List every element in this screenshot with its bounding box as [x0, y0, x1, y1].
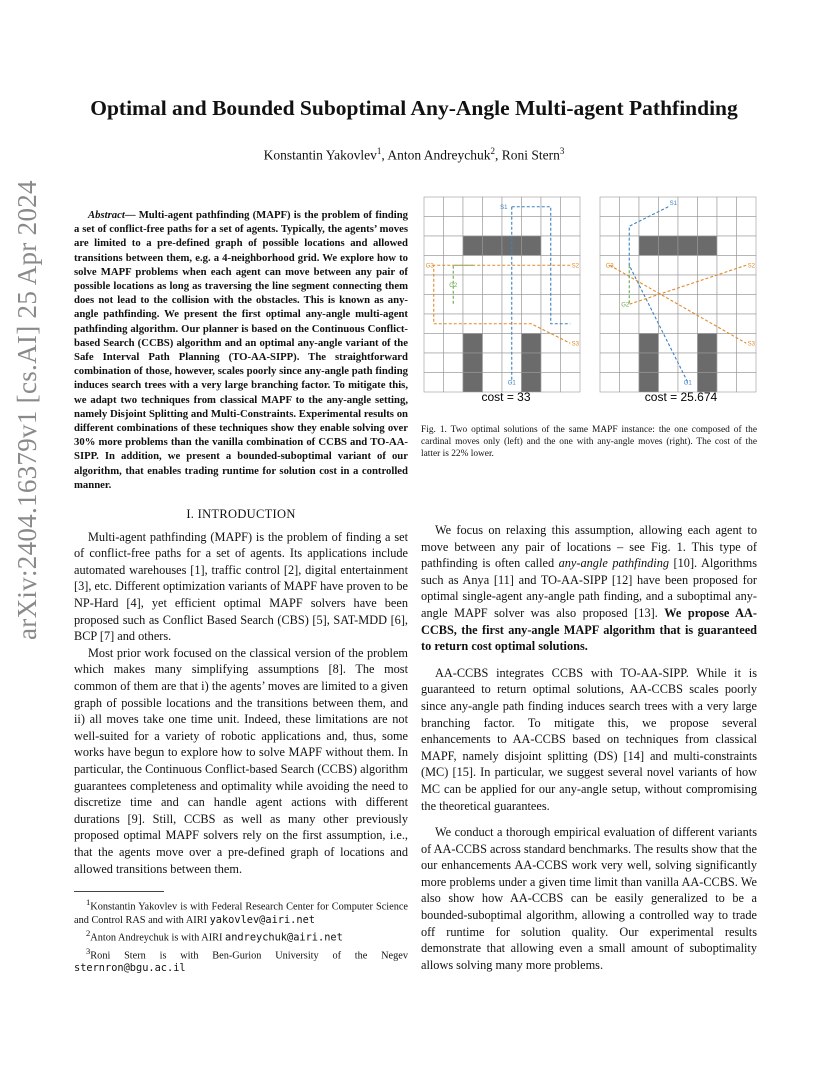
grid-cell: [659, 217, 679, 237]
grid-cell: [717, 295, 737, 315]
grid-cell: [659, 295, 679, 315]
grid-cell: [561, 373, 581, 393]
grid-cell: [717, 373, 737, 393]
footnote-mark: 2: [86, 927, 91, 938]
obstacle-cell: [463, 334, 483, 354]
obstacle-cell: [522, 236, 542, 256]
grid-cell: [717, 275, 737, 295]
grid-cell: [639, 256, 659, 276]
grid-cell: [639, 197, 659, 217]
right-column-body: [421, 522, 757, 973]
grid-cell: [424, 353, 444, 373]
grid-cell: [483, 217, 503, 237]
grid-cell: [600, 373, 620, 393]
grid-cell: [463, 275, 483, 295]
obstacle-cell: [659, 236, 679, 256]
obstacle-cell: [698, 353, 718, 373]
footnote-mark: 1: [86, 897, 91, 908]
obstacle-cell: [463, 373, 483, 393]
grid-cell: [424, 334, 444, 354]
author-affil: 1: [376, 146, 382, 156]
footnote-email[interactable]: sternron@bgu.ac.il: [74, 962, 186, 975]
goal-label: G2: [449, 282, 458, 289]
obstacle-cell: [698, 236, 718, 256]
grid-cell: [737, 197, 757, 217]
obstacle-cell: [522, 334, 542, 354]
author-name: Anton Andreychuk: [387, 147, 491, 163]
grid-cell: [600, 275, 620, 295]
section-heading: I. INTRODUCTION: [186, 507, 296, 522]
obstacle-cell: [639, 353, 659, 373]
grid-cell: [737, 236, 757, 256]
grid-cell: [678, 334, 698, 354]
author-name: Konstantin Yakovlev: [263, 147, 377, 163]
footnotes: [74, 896, 408, 975]
footnote-text: Anton Andreychuk is with AIRI: [90, 932, 226, 944]
grid-cell: [678, 314, 698, 334]
grid-cell: [659, 353, 679, 373]
grid-cell: [678, 353, 698, 373]
figure-caption: Fig. 1. Two optimal solutions of the same MAPF instance: the one composed of the cardinal moves only (left) and the one with any-angle moves (right). The cost of the latter is 22% lower.: [421, 425, 757, 460]
grid-cell: [483, 334, 503, 354]
grid-cell: [561, 295, 581, 315]
grid-cell: [737, 275, 757, 295]
grid-cell: [678, 256, 698, 276]
paragraph: Most prior work focused on the classical version of the problem which makes many simplifying assumptions [8]. The most common of them are that i) the agents’ moves are limited to a given graph of possible locations and the transitions between them, and ii) all moves take one time unit. Indeed, these limitations are not well-suited for a variety of robotic applications and, thus, some works have begun to explore how to solve MAPF without them. In particular, the Continuous Conflict-based Search (CCBS) algorithm guarantees completeness and optimality while avoiding the need to discretize time and can handle agent actions with different durations [9]. Still, CCBS as well as many other previously proposed optimal MAPF solvers rely on the first assumption, i.e., that the agents move over a pre-defined graph of locations and allowed transitions between them.: [74, 645, 408, 876]
grid-cell: [561, 217, 581, 237]
obstacle-cell: [463, 353, 483, 373]
author-affil: 2: [490, 146, 495, 156]
grid-cell: [561, 197, 581, 217]
obstacle-cell: [639, 334, 659, 354]
grid-cell: [659, 334, 679, 354]
start-label: S1: [669, 200, 677, 207]
obstacle-cell: [639, 236, 659, 256]
grid-cell: [522, 217, 542, 237]
grid-cell: [620, 197, 640, 217]
grid-cell: [600, 334, 620, 354]
author-line: Konstantin Yakovlev$^1$, Anton Andreychuk$^2$, Roni Stern$^3$: [263, 146, 565, 163]
author-name: Roni Stern: [501, 147, 560, 163]
obstacle-cell: [483, 236, 503, 256]
grid-cell: [444, 334, 464, 354]
grid-cell: [737, 295, 757, 315]
footnote-rule: [74, 891, 164, 892]
paragraph: Multi-agent pathfinding (MAPF) is the problem of finding a set of conflict-free paths for a set of agents. Its applications include automated warehouses [1], traffic control [2], digital entertainment [3], etc. Different optimization variants of MAPF have proven to be NP-Hard [4], yet efficient optimal MAPF solvers have been proposed such as Conflict Based Search (CBS) [5], SAT-MDD [6], BCP [7] and others.: [74, 529, 408, 644]
grid-cell: [737, 373, 757, 393]
left-grid: [424, 197, 580, 392]
paper-title: Optimal and Bounded Suboptimal Any-Angle Multi-agent Pathfinding: [90, 96, 738, 120]
obstacle-cell: [522, 353, 542, 373]
goal-label: G1: [683, 380, 692, 387]
footnote-email[interactable]: andreychuk@airi.net: [225, 931, 343, 944]
grid-cell: [444, 197, 464, 217]
obstacle-cell: [678, 236, 698, 256]
footnote-mark: 3: [86, 945, 91, 956]
grid-cell: [620, 314, 640, 334]
grid-cell: [463, 197, 483, 217]
grid-cell: [717, 353, 737, 373]
grid-cell: [698, 197, 718, 217]
goal-label: G2: [621, 302, 630, 309]
grid-cell: [444, 217, 464, 237]
grid-cell: [698, 295, 718, 315]
figure-1: [420, 192, 760, 412]
start-label: S3: [571, 341, 579, 348]
grid-cell: [424, 373, 444, 393]
right-grid: [600, 197, 756, 392]
grid-cell: [678, 295, 698, 315]
right-column: [421, 424, 757, 461]
grid-cell: [600, 217, 620, 237]
paragraph: We conduct a thorough empirical evaluation of different variants of AA-CCBS across standard benchmarks. The results show that the our enhancements AA-CCBS work very well, solving significantly more problems under a given time limit than vanilla AA-CCBS. We also show how AA-CCBS can be easily generalized to be a bounded-suboptimal algorithm, allowing a controlled way to trade off runtime for solution quality. Our experimental results demonstrate that allowing even a small amount of suboptimality allows solving many more problems.: [421, 825, 757, 972]
left-cost-label: cost = 33: [481, 390, 531, 404]
grid-cell: [639, 217, 659, 237]
grid-cell: [561, 353, 581, 373]
grid-cell: [424, 217, 444, 237]
goal-label: G3: [425, 263, 434, 270]
grid-cell: [600, 295, 620, 315]
grid-cell: [717, 197, 737, 217]
grid-cell: [620, 334, 640, 354]
start-label: S2: [747, 263, 755, 270]
grid-cell: [737, 353, 757, 373]
left-column: [74, 208, 408, 975]
start-label: S3: [747, 341, 755, 348]
grid-cell: [717, 236, 737, 256]
grid-cell: [463, 295, 483, 315]
obstacle-cell: [698, 334, 718, 354]
grid-cell: [522, 295, 542, 315]
grid-cell: [444, 373, 464, 393]
grid-cell: [600, 236, 620, 256]
abstract-label: Abstract: [88, 209, 125, 221]
goal-label: G3: [605, 263, 614, 270]
grid-cell: [737, 314, 757, 334]
grid-cell: [600, 353, 620, 373]
right-cost-label: cost = 25.674: [644, 390, 718, 404]
grid-cell: [541, 353, 561, 373]
grid-cell: [483, 353, 503, 373]
grid-cell: [698, 217, 718, 237]
grid-cell: [698, 314, 718, 334]
grid-cell: [698, 256, 718, 276]
grid-cell: [600, 314, 620, 334]
grid-cell: [561, 275, 581, 295]
paragraph: We focus on relaxing this assumption, allowing each agent to move between any pair of locations – see Fig. 1. This type of pathfinding is often called any-angle pathfinding [10]. Algorithms such as Anya [11] and TO-AA-SIPP [12] have been proposed for optimal single-agent any-angle path finding, and a suboptimal any-angle MAPF solver was also proposed [13]. We propose AA-CCBS, the first any-angle MAPF algorithm that is guaranteed to return cost optimal solutions.: [421, 523, 757, 654]
grid-cell: [659, 256, 679, 276]
grid-cell: [737, 217, 757, 237]
footnote-text: Roni Stern is with Ben-Gurion University of the Negev: [90, 950, 408, 961]
author-affil: 3: [559, 146, 565, 156]
grid-cell: [678, 197, 698, 217]
grid-cell: [561, 236, 581, 256]
grid-cell: [444, 236, 464, 256]
footnote-text: Konstantin Yakovlev is with Federal Research Center for Computer Science and Control RAS and with AIRI: [74, 901, 408, 926]
grid-cell: [483, 295, 503, 315]
arxiv-stamp: arXiv:2404.16379v1 [cs.AI] 25 Apr 2024: [12, 180, 42, 640]
grid-cell: [678, 217, 698, 237]
grid-cell: [620, 373, 640, 393]
grid-cell: [717, 314, 737, 334]
grid-cell: [424, 197, 444, 217]
grid-cell: [483, 197, 503, 217]
grid-cell: [522, 275, 542, 295]
paragraph: AA-CCBS integrates CCBS with TO-AA-SIPP. While it is guaranteed to return optimal solutions, AA-CCBS scales poorly since any-angle path finding induces search trees with a very large branching factor. To mitigate this, we propose several enhancements to AA-CCBS based on techniques from classical MAPF, namely disjoint splitting (DS) [14] and multi-constraints (MC) [15]. In particular, we suggest several novel variants of how MC can be applied for our any-angle setup, without compromising the theoretical guarantees.: [421, 665, 757, 813]
grid-cell: [483, 275, 503, 295]
grid-cell: [717, 217, 737, 237]
goal-label: G1: [507, 380, 516, 387]
grid-cell: [444, 353, 464, 373]
footnote-email[interactable]: yakovlev@airi.net: [209, 913, 315, 926]
grid-cell: [620, 353, 640, 373]
abstract-text: — Multi-agent pathfinding (MAPF) is the problem of finding a set of conflict-free paths for a set of agents. Typically, the agents’ moves are limited to a pre-defined graph of possible locations and allowed transitions between them, e.g. a 4-neighborhood grid. We explore how to solve MAPF problems when each agent can move between any pair of possible locations as long as traversing the line segment connecting them does not lead to the collision with the obstacles. This is known as any-angle pathfinding. We present the first optimal any-angle multi-agent pathfinding algorithm. Our planner is based on the Continuous Conflict-based Search (CCBS) algorithm and an optimal any-angle variant of the Safe Interval Path Planning (TO-AA-SIPP). The straightforward combination of those, however, scales poorly since any-angle path finding induces search trees with a very large branching factor. To mitigate this, we adapt two techniques from classical MAPF to the any-angle setting, namely Disjoint Splitting and Multi-Constraints. Experimental results on different combinations of these techniques show they enable solving over 30% more problems than the vanilla combination of CCBS and TO-AA-SIPP. In addition, we present a bounded-suboptimal variant of our algorithm, that enables trading runtime for solution cost in a controlled manner.: [74, 209, 408, 491]
grid-cell: [463, 217, 483, 237]
start-label: S2: [571, 263, 579, 270]
figure-1-svg: [420, 192, 760, 412]
grid-cell: [600, 197, 620, 217]
abstract: [74, 208, 408, 492]
grid-cell: [541, 373, 561, 393]
start-label: S1: [500, 204, 508, 211]
obstacle-cell: [463, 236, 483, 256]
grid-cell: [424, 236, 444, 256]
